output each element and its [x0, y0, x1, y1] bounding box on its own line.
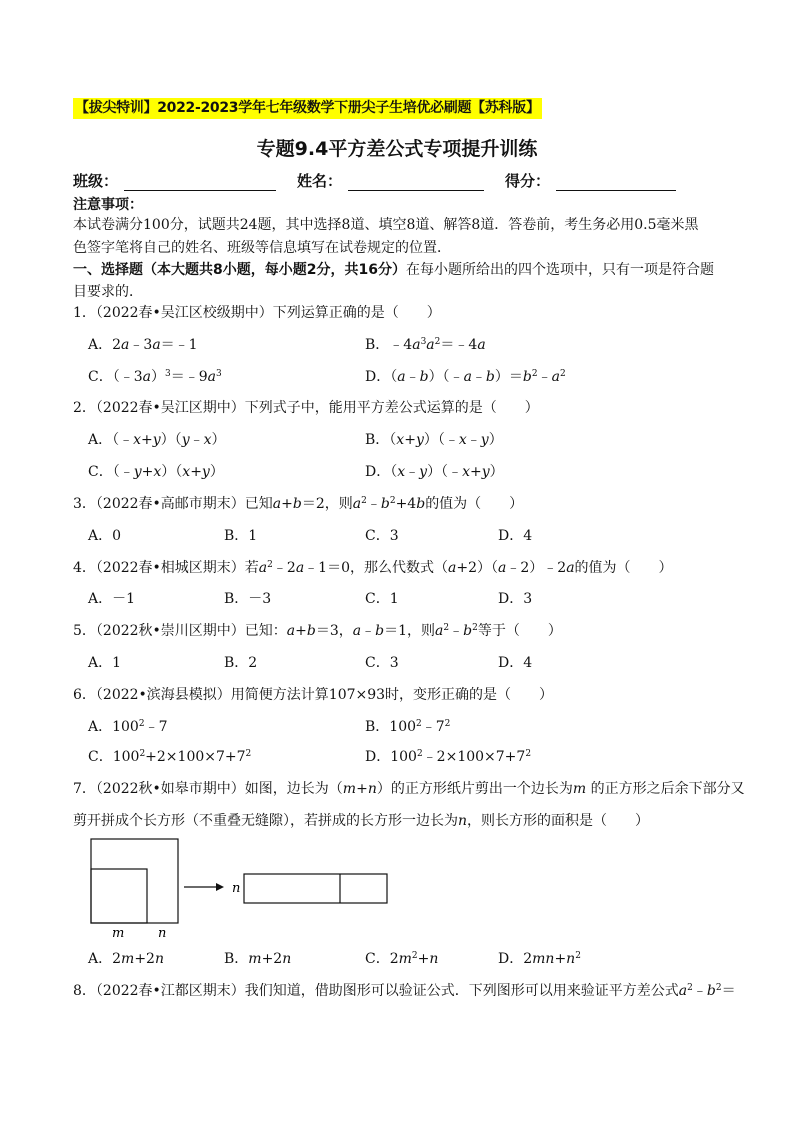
question-7-option-b[interactable]: B．m+2n — [224, 951, 292, 967]
question-2-option-a[interactable]: A．（﹣x+y）（y﹣x） — [88, 432, 226, 448]
name-label: 姓名： — [297, 172, 343, 190]
question-7-option-c[interactable]: C．$2m^2+n$ — [365, 951, 439, 967]
result-rectangle — [244, 874, 387, 903]
notes-line-1: 本试卷满分100分，试题共24题，其中选择8道、填空8道、解答8道．答卷前，考生务必用0.5毫米黑 — [73, 217, 699, 233]
question-5-stem: 5．（2022秋•崇川区期中）已知：a+b＝3，a﹣b＝1，则$a^2﹣b^2$等于（ ） — [73, 623, 562, 639]
question-6-option-b[interactable]: B．$100^2﹣7^2$ — [365, 719, 451, 735]
score-label: 得分： — [505, 172, 551, 190]
name-field[interactable] — [297, 170, 484, 191]
question-4-stem: 4．（2022春•相城区期末）若$a^2﹣2a﹣1=0$，那么代数式（a+2）（a﹣2）﹣2a的值为（ ） — [73, 560, 673, 576]
question-3-option-a[interactable]: A．0 — [88, 528, 122, 544]
question-7-option-d[interactable]: D．$2mn+n^2$ — [498, 951, 581, 967]
arrow-head-icon — [216, 883, 224, 891]
question-4-option-a[interactable]: A．－1 — [88, 591, 136, 607]
section-line-2: 目要求的． — [73, 284, 143, 300]
score-field[interactable] — [505, 170, 676, 191]
question-6-option-a[interactable]: A．$100^2﹣7$ — [88, 719, 168, 735]
score-blank[interactable] — [556, 174, 676, 191]
question-5-option-d[interactable]: D．4 — [498, 655, 533, 671]
question-5-option-b[interactable]: B．2 — [224, 655, 258, 671]
question-5-option-c[interactable]: C．3 — [365, 655, 399, 671]
label-n: n — [158, 926, 167, 941]
question-2-stem: 2．（2022春•吴江区期中）下列式子中，能用平方差公式运算的是（ ） — [73, 400, 539, 416]
question-4-option-d[interactable]: D．3 — [498, 591, 533, 607]
question-1-option-a[interactable]: A．2a﹣3a＝﹣1 — [88, 337, 198, 353]
question-7-option-a[interactable]: A．2m+2n — [88, 951, 164, 967]
question-3-option-b[interactable]: B．1 — [224, 528, 258, 544]
question-7-stem-line-2: 剪开拼成个长方形（不重叠无缝隙），若拼成的长方形一边长为n，则长方形的面积是（ ） — [73, 813, 650, 829]
question-4-option-c[interactable]: C．1 — [365, 591, 399, 607]
class-label: 班级： — [73, 172, 119, 190]
question-6-stem: 6．（2022•滨海县模拟）用简便方法计算107×93时，变形正确的是（ ） — [73, 687, 554, 703]
name-blank[interactable] — [348, 174, 484, 191]
question-5-option-a[interactable]: A．1 — [88, 655, 122, 671]
question-1-option-c[interactable]: C．$(﹣3a)^3=﹣9a^3$ — [88, 369, 222, 385]
label-n-arrow: n — [232, 881, 241, 896]
class-blank[interactable] — [124, 174, 276, 191]
section-lead: 一、选择题（本大题共8小题，每小题2分，共16分） — [73, 262, 406, 278]
question-8-stem: 8．（2022春•江都区期末）我们知道，借助图形可以验证公式．下列图形可以用来验证平方差公式$a^2﹣b^2=$ — [73, 983, 736, 999]
question-7-stem-line-1: 7．（2022秋•如皋市期中）如图，边长为（m+n）的正方形纸片剪出一个边长为m 的正方形之后余下部分又 — [73, 781, 745, 797]
question-1-stem: 1．（2022春•吴江区校级期中）下列运算正确的是（ ） — [73, 305, 441, 321]
page-title: 专题9.4平方差公式专项提升训练 — [256, 138, 538, 160]
question-2-option-c[interactable]: C．（﹣y+x）（x+y） — [88, 464, 224, 480]
question-4-option-b[interactable]: B．－3 — [224, 591, 272, 607]
student-info-fields — [73, 170, 723, 192]
class-field[interactable] — [73, 170, 276, 191]
question-1-option-b[interactable]: B．$﹣4a^3a^2=﹣4a$ — [365, 337, 486, 353]
label-m: m — [112, 926, 125, 941]
notes-heading: 注意事项： — [73, 197, 143, 213]
notes-line-2: 色签字笔将自己的姓名、班级等信息填写在试卷规定的位置． — [73, 240, 451, 256]
question-3-option-d[interactable]: D．4 — [498, 528, 533, 544]
section-rest: 在每小题所给出的四个选项中，只有一项是符合题 — [405, 262, 714, 278]
question-7-figure — [88, 836, 398, 944]
question-2-option-b[interactable]: B．（x+y）（﹣x﹣y） — [365, 432, 503, 448]
question-2-option-d[interactable]: D．（x﹣y）（﹣x+y） — [365, 464, 504, 480]
question-1-option-d[interactable]: D．$(a﹣b)(﹣a﹣b)=b^2﹣a^2$ — [365, 369, 566, 385]
inner-square — [91, 869, 147, 923]
question-6-option-c[interactable]: C．$100^2+2\times 100\times 7+7^2$ — [88, 749, 252, 765]
question-3-option-c[interactable]: C．3 — [365, 528, 399, 544]
outer-square — [91, 839, 178, 923]
section-heading — [73, 258, 723, 282]
question-3-stem: 3．（2022春•高邮市期末）已知a+b＝2，则$a^2﹣b^2+4b$的值为（ ） — [73, 496, 524, 512]
header-banner: 【拔尖特训】2022-2023学年七年级数学下册尖子生培优必刷题【苏科版】 — [73, 98, 542, 119]
question-6-option-d[interactable]: D．$100^2﹣2\times 100\times 7+7^2$ — [365, 749, 532, 765]
